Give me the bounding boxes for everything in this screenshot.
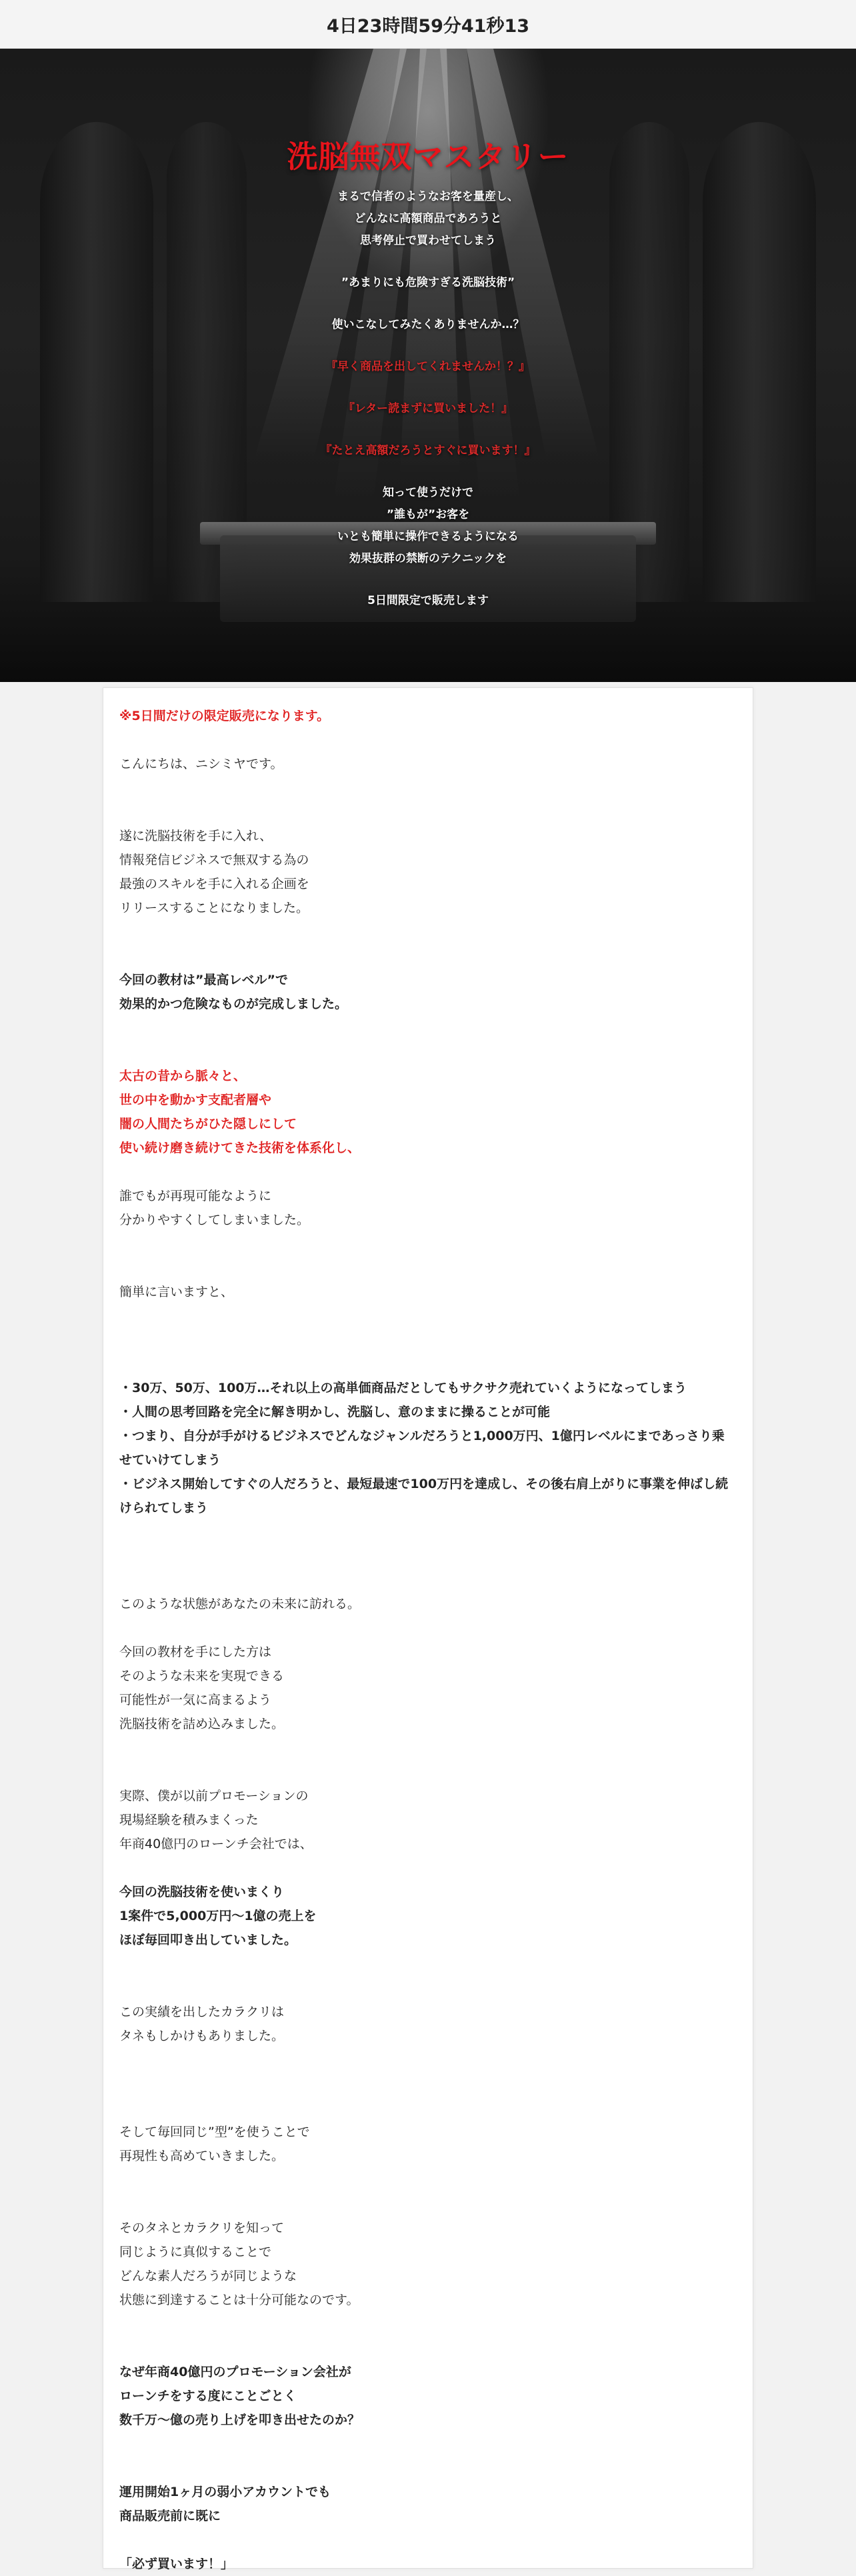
simply-line: 簡単に言いますと、: [119, 1285, 234, 1299]
type-line: 再現性も高めていきました。: [119, 2149, 285, 2163]
result-line: ほぼ毎回叩き出していました。: [119, 1933, 297, 1947]
anyone-line: 状態に到達することは十分可能なのです。: [119, 2293, 359, 2307]
intro-line: 遂に洗脳技術を手に入れ、: [119, 829, 273, 843]
red-highlight-line: 太古の昔から脈々と、: [119, 1069, 247, 1083]
trick-line: この実績を出したカラクリは: [119, 2005, 285, 2019]
anyone-line: どんな素人だろうが同じような: [119, 2269, 297, 2283]
benefit-bullet: ・つまり、自分が手がけるビジネスでどんなジャンルだろうと1,000万円、1億円レベルにまであっさり乗せていけてしまう: [119, 1429, 725, 1467]
actual-line: 年商40億円のローンチ会社では、: [119, 1837, 313, 1851]
actual-line: 実際、僕が以前プロモーションの: [119, 1789, 309, 1803]
packed-line: そのような未来を実現できる: [119, 1669, 285, 1683]
benefit-bullet: ・30万、50万、100万…それ以上の高単価商品だとしてもサクサク売れていくようになってしまう: [119, 1381, 687, 1395]
hero-line: 知って使うだけで: [383, 486, 473, 499]
packed-line: 可能性が一気に高まるよう: [119, 1693, 272, 1707]
small-account-line: 商品販売前に既に: [119, 2509, 221, 2523]
red-highlight-line: 世の中を動かす支配者層や: [119, 1093, 272, 1107]
greeting: こんにちは、ニシミヤです。: [119, 757, 283, 771]
result-line: 今回の洗脳技術を使いまくり: [119, 1885, 285, 1899]
anyone-line: 同じように真似することで: [119, 2245, 272, 2259]
sales-letter-card: [103, 687, 753, 2569]
benefit-bullet: ・ビジネス開始してすぐの人だろうと、最短最速で100万円を達成し、その後右肩上がりに事業を伸ばし続けられてしまう: [119, 1477, 729, 1515]
reproduce-line: 誰でもが再現可能なように: [119, 1189, 272, 1203]
why-line: ローンチをする度にことごとく: [119, 2389, 297, 2403]
red-highlight-line: 闇の人間たちがひた隠しにして: [119, 1117, 297, 1131]
hero-line: どんなに高額商品であろうと: [354, 212, 502, 225]
packed-line: 今回の教材を手にした方は: [119, 1645, 272, 1659]
result-line: 1案件で5,000万円〜1億の売上を: [119, 1909, 317, 1923]
hero-line: ”誰もが”お客を: [386, 508, 470, 521]
hero-banner: [0, 49, 856, 682]
intro-line: 最強のスキルを手に入れる企画を: [119, 877, 309, 891]
small-account-line: 運用開始1ヶ月の弱小アカウントでも: [119, 2485, 331, 2499]
reproduce-line: 分かりやすくしてしまいました。: [119, 1213, 310, 1227]
buy-quote: 「必ず買います！」: [119, 2557, 234, 2571]
benefit-bullet: ・人間の思考回路を完全に解き明かし、洗脳し、意のままに操ることが可能: [119, 1405, 551, 1419]
hero-limited: 5日間限定で販売します: [367, 594, 489, 607]
limited-notice: ※5日間だけの限定販売になります。: [119, 709, 330, 723]
anyone-line: そのタネとカラクリを知って: [119, 2221, 285, 2235]
intro-line: 情報発信ビジネスで無双する為の: [119, 853, 309, 867]
hero-title: 洗脳無双マスタリー: [287, 139, 569, 175]
red-highlight-line: 使い続け磨き続けてきた技術を体系化し、: [119, 1141, 361, 1155]
future-line: このような状態があなたの未来に訪れる。: [119, 1597, 361, 1611]
hero-line: いとも簡単に操作できるようになる: [337, 530, 519, 543]
why-line: 数千万〜億の売り上げを叩き出せたのか？: [119, 2413, 361, 2427]
level-line: 今回の教材は”最高レベル”で: [119, 973, 288, 987]
hero-testimonial-3: 『たとえ高額だろうとすぐに買います！』: [320, 444, 536, 457]
hero-line: 効果抜群の禁断のテクニックを: [349, 552, 507, 565]
why-line: なぜ年商40億円のプロモーション会社が: [119, 2365, 351, 2379]
trick-line: タネもしかけもありました。: [119, 2029, 285, 2043]
countdown-bar: [0, 0, 856, 49]
hero-testimonial-1: 『早く商品を出してくれませんか！？』: [326, 360, 530, 373]
hero-line: 思考停止で買わせてしまう: [360, 234, 496, 247]
hero-testimonial-2: 『レター読まずに買いました！』: [343, 402, 513, 415]
hero-content: [0, 49, 856, 612]
hero-question: 使いこなしてみたくありませんか…？: [331, 318, 525, 331]
actual-line: 現場経験を積みまくった: [119, 1813, 259, 1827]
level-line: 効果的かつ危険なものが完成しました。: [119, 997, 348, 1011]
intro-line: リリースすることになりました。: [119, 901, 309, 915]
packed-line: 洗脳技術を詰め込みました。: [119, 1717, 285, 1731]
countdown-timer: 4日23時間59分41秒13: [326, 15, 530, 37]
hero-line: まるで信者のようなお客を量産し、: [337, 190, 519, 203]
type-line: そして毎回同じ”型”を使うことで: [119, 2125, 310, 2139]
hero-quote: ”あまりにも危険すぎる洗脳技術”: [341, 276, 515, 289]
